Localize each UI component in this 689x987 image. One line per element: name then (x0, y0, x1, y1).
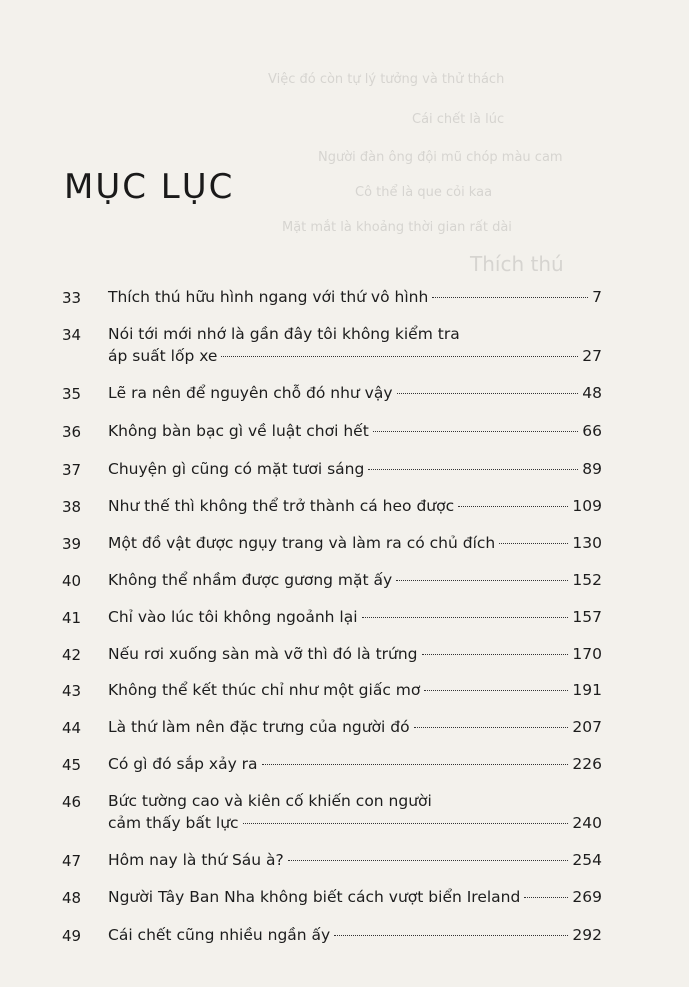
chapter-title: áp suất lốp xe (108, 347, 218, 365)
chapter-title: Cái chết cũng nhiều ngần ấy (108, 926, 331, 944)
toc-line (108, 347, 602, 365)
chapter-number: 36 (62, 423, 82, 441)
page-number: 109 (572, 497, 602, 515)
page-number: 48 (582, 384, 602, 402)
toc-line (108, 718, 602, 736)
dot-leader (221, 356, 578, 357)
chapter-number: 34 (62, 326, 82, 344)
toc-line (108, 288, 602, 306)
toc-line (108, 645, 602, 663)
chapter-title: Như thế thì không thể trở thành cá heo được (108, 497, 455, 515)
chapter-number: 37 (62, 461, 82, 479)
bleed-text: Mặt mắt là khoảng thời gian rất dài (282, 220, 512, 235)
toc-line (108, 851, 602, 869)
chapter-number: 35 (62, 385, 82, 403)
dot-leader (422, 654, 569, 655)
bleed-text: Thích thú (470, 252, 564, 276)
page-number: 66 (582, 422, 602, 440)
dot-leader (524, 897, 568, 898)
chapter-title: Nếu rơi xuống sàn mà vỡ thì đó là trứng (108, 645, 418, 663)
chapter-number: 41 (62, 609, 82, 627)
chapter-title: Lẽ ra nên để nguyên chỗ đó như vậy (108, 384, 393, 402)
chapter-title: Nói tới mới nhớ là gần đây tôi không kiểm tra (108, 325, 460, 343)
toc-line (108, 792, 602, 810)
chapter-title: Có gì đó sắp xảy ra (108, 755, 258, 773)
bleed-text: Cô thể là que cỏi kaa (355, 185, 493, 200)
chapter-title: Người Tây Ban Nha không biết cách vượt biển Ireland (108, 888, 521, 906)
dot-leader (368, 469, 578, 470)
toc-line (108, 534, 602, 552)
toc-line (108, 608, 602, 626)
page-number: 27 (582, 347, 602, 365)
page-number: 89 (582, 460, 602, 478)
dot-leader (362, 617, 569, 618)
dot-leader (373, 431, 578, 432)
dot-leader (397, 393, 579, 394)
page-number: 207 (572, 718, 602, 736)
dot-leader (458, 506, 568, 507)
chapter-title: Chỉ vào lúc tôi không ngoảnh lại (108, 608, 358, 626)
dot-leader (334, 935, 568, 936)
toc-line (108, 814, 602, 832)
page-number: 130 (572, 534, 602, 552)
chapter-number: 47 (62, 852, 82, 870)
toc-line (108, 926, 602, 944)
toc-line (108, 571, 602, 589)
chapter-number: 39 (62, 535, 82, 553)
dot-leader (432, 297, 588, 298)
page-title: MỤC LỤC (64, 167, 235, 207)
bleed-text: Cái chết là lúc (412, 112, 505, 127)
page-number: 157 (572, 608, 602, 626)
chapter-number: 33 (62, 289, 82, 307)
page-number: 170 (572, 645, 602, 663)
chapter-number: 49 (62, 927, 82, 945)
page-number: 254 (572, 851, 602, 869)
chapter-number: 38 (62, 498, 82, 516)
chapter-number: 48 (62, 889, 82, 907)
chapter-number: 46 (62, 793, 82, 811)
chapter-title: Chuyện gì cũng có mặt tươi sáng (108, 460, 365, 478)
dot-leader (396, 580, 568, 581)
chapter-title: Bức tường cao và kiên cố khiến con người (108, 792, 432, 810)
dot-leader (414, 727, 569, 728)
chapter-title: cảm thấy bất lực (108, 814, 239, 832)
bleed-text: Người đàn ông đội mũ chóp màu cam (318, 150, 563, 165)
chapter-title: Là thứ làm nên đặc trưng của người đó (108, 718, 410, 736)
chapter-title: Không bàn bạc gì về luật chơi hết (108, 422, 369, 440)
chapter-title: Không thể nhầm được gương mặt ấy (108, 571, 393, 589)
toc-line (108, 422, 602, 440)
dot-leader (499, 543, 568, 544)
page-number: 7 (592, 288, 602, 306)
toc-line (108, 755, 602, 773)
page-number: 240 (572, 814, 602, 832)
chapter-title: Không thể kết thúc chỉ như một giấc mơ (108, 681, 421, 699)
chapter-title: Một đồ vật được ngụy trang và làm ra có chủ đích (108, 534, 496, 552)
toc-line (108, 325, 602, 343)
toc-line (108, 497, 602, 515)
chapter-number: 43 (62, 682, 82, 700)
chapter-number: 44 (62, 719, 82, 737)
dot-leader (262, 764, 569, 765)
chapter-number: 45 (62, 756, 82, 774)
dot-leader (288, 860, 569, 861)
chapter-number: 42 (62, 646, 82, 664)
toc-line (108, 681, 602, 699)
chapter-number: 40 (62, 572, 82, 590)
page-number: 269 (572, 888, 602, 906)
bleed-text: Việc đó còn tự lý tưởng và thử thách (268, 72, 505, 87)
page-number: 191 (572, 681, 602, 699)
toc-line (108, 460, 602, 478)
toc-line (108, 888, 602, 906)
page-number: 152 (572, 571, 602, 589)
dot-leader (424, 690, 568, 691)
page-number: 226 (572, 755, 602, 773)
page-number: 292 (572, 926, 602, 944)
chapter-title: Hôm nay là thứ Sáu à? (108, 851, 284, 869)
dot-leader (243, 823, 569, 824)
toc-line (108, 384, 602, 402)
chapter-title: Thích thú hữu hình ngang với thứ vô hình (108, 288, 429, 306)
